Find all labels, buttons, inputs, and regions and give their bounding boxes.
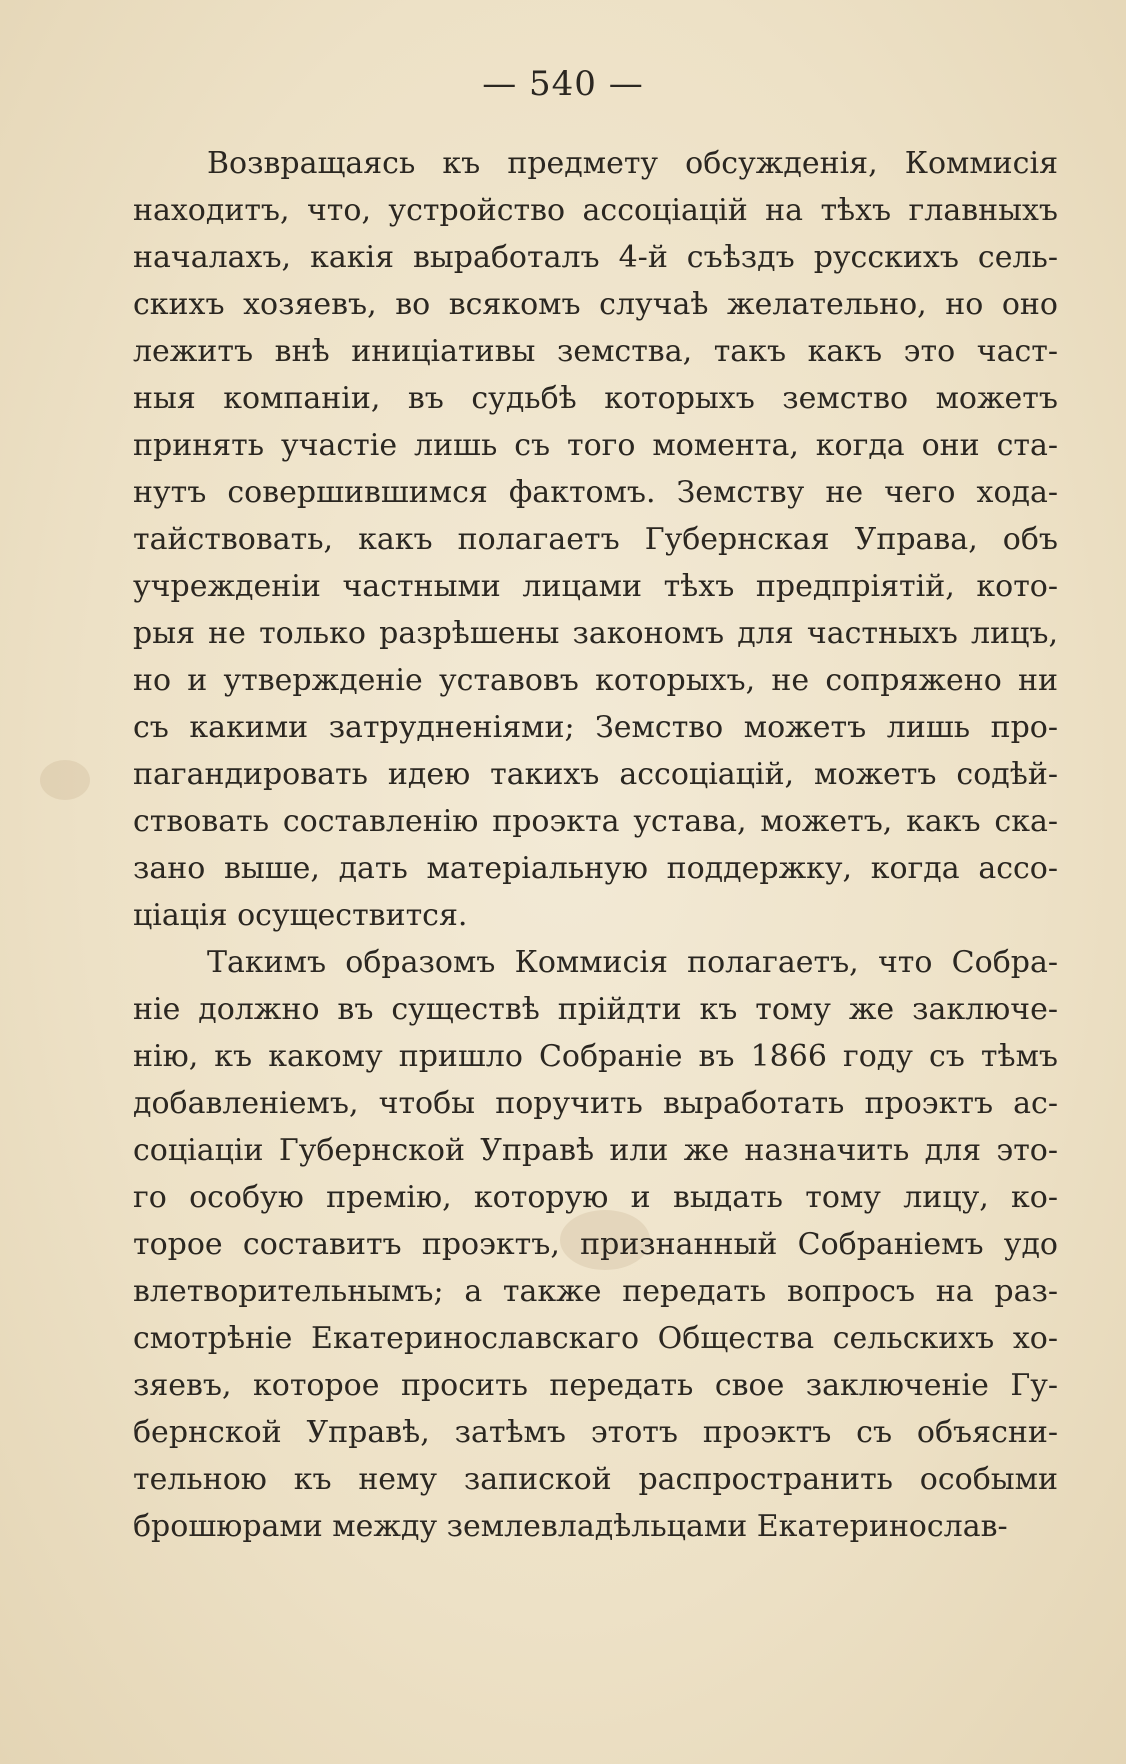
- text-line: брошюрами между землевладѣльцами Екатеринослав-: [133, 1509, 1008, 1544]
- text-line: пагандировать идею такихъ ассоціацій, можетъ содѣй-: [133, 757, 1058, 792]
- text-line: тельною къ нему запиской распространить особыми: [133, 1462, 1058, 1497]
- text-line: ныя компаніи, въ судьбѣ которыхъ земство можетъ: [133, 381, 1058, 416]
- text-line: нію, къ какому пришло Собраніе въ 1866 году съ тѣмъ: [133, 1039, 1058, 1074]
- body-text: [133, 140, 1058, 1550]
- text-line: находитъ, что, устройство ассоціацій на тѣхъ главныхъ: [133, 193, 1058, 228]
- text-line: ніе должно въ существѣ прійдти къ тому же заключе-: [133, 992, 1058, 1027]
- text-line: соціаціи Губернской Управѣ или же назначить для это-: [133, 1133, 1058, 1168]
- text-line: Возвращаясь къ предмету обсужденія, Коммисія: [207, 146, 1058, 181]
- text-line: торое составитъ проэктъ, признанный Собраніемъ удо: [133, 1227, 1058, 1262]
- text-line: зяевъ, которое просить передать свое заключеніе Гу-: [133, 1368, 1058, 1403]
- text-line: влетворительнымъ; а также передать вопросъ на раз-: [133, 1274, 1058, 1309]
- text-line: скихъ хозяевъ, во всякомъ случаѣ желательно, но оно: [133, 287, 1058, 322]
- text-line: тайствовать, какъ полагаетъ Губернская Управа, объ: [133, 522, 1058, 557]
- text-line: зано выше, дать матеріальную поддержку, когда ассо-: [133, 851, 1058, 886]
- text-line: учрежденіи частными лицами тѣхъ предпріятій, кото-: [133, 569, 1058, 604]
- text-line: го особую премію, которую и выдать тому лицу, ко-: [133, 1180, 1058, 1215]
- text-line: принять участіе лишь съ того момента, когда они ста-: [133, 428, 1058, 463]
- page-number: — 540 —: [482, 64, 644, 104]
- text-line: рыя не только разрѣшены закономъ для частныхъ лицъ,: [133, 616, 1058, 651]
- text-line: Такимъ образомъ Коммисія полагаетъ, что Собра-: [207, 945, 1058, 980]
- text-line: бернской Управѣ, затѣмъ этотъ проэктъ съ объясни-: [133, 1415, 1058, 1450]
- text-line: нутъ совершившимся фактомъ. Земству не чего хода-: [133, 475, 1058, 510]
- text-line: смотрѣніе Екатеринославскаго Общества сельскихъ хо-: [133, 1321, 1058, 1356]
- text-line: ціація осуществится.: [133, 898, 468, 933]
- text-line: началахъ, какія выработалъ 4-й съѣздъ русскихъ сель-: [133, 240, 1058, 275]
- text-line: добавленіемъ, чтобы поручить выработать проэктъ ас-: [133, 1086, 1058, 1121]
- text-line: ствовать составленію проэкта устава, можетъ, какъ ска-: [133, 804, 1058, 839]
- text-line: съ какими затрудненіями; Земство можетъ лишь про-: [133, 710, 1058, 745]
- paper-stain: [40, 760, 90, 800]
- text-line: но и утвержденіе уставовъ которыхъ, не сопряжено ни: [133, 663, 1058, 698]
- text-line: лежитъ внѣ иниціативы земства, такъ какъ это част-: [133, 334, 1058, 369]
